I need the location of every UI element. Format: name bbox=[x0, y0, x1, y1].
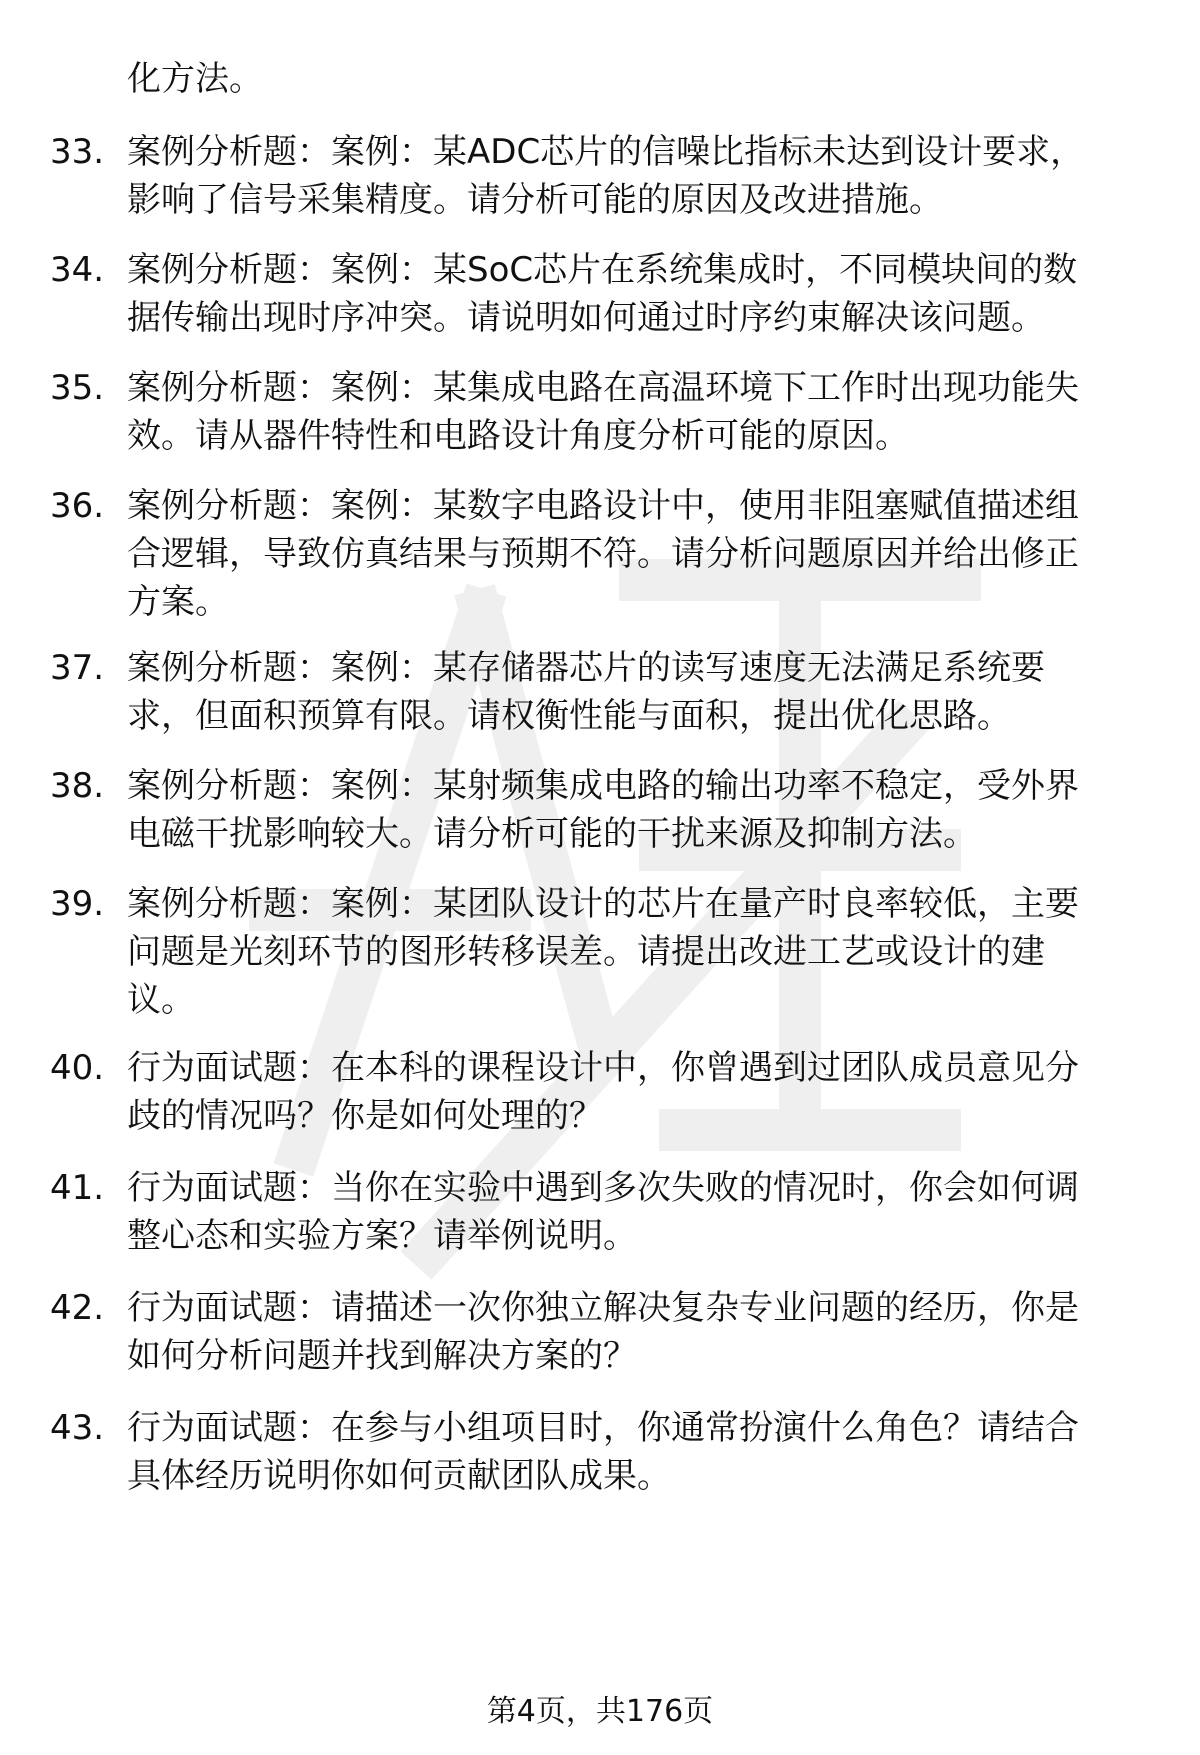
question-text: 行为面试题：请描述一次你独立解决复杂专业问题的经历，你是 如何分析问题并找到解决方案的？ bbox=[127, 1288, 1079, 1376]
list-item bbox=[50, 880, 1130, 1024]
question-number: 35. bbox=[50, 368, 105, 408]
question-text: 行为面试题：在参与小组项目时，你通常扮演什么角色？请结合 具体经历说明你如何贡献团队成果。 bbox=[127, 1408, 1079, 1496]
question-text: 案例分析题：案例：某集成电路在高温环境下工作时出现功能失 效。请从器件特性和电路设计角度分析可能的原因。 bbox=[127, 368, 1079, 456]
list-item bbox=[50, 1164, 1130, 1260]
question-text: 案例分析题：案例：某团队设计的芯片在量产时良率较低，主要 问题是光刻环节的图形转移误差。请提出改进工艺或设计的建 议。 bbox=[127, 884, 1079, 1020]
list-item bbox=[50, 364, 1130, 460]
question-number: 37. bbox=[50, 648, 105, 688]
question-number: 36. bbox=[50, 486, 105, 526]
question-text: 案例分析题：案例：某存储器芯片的读写速度无法满足系统要 求，但面积预算有限。请权衡性能与面积，提出优化思路。 bbox=[127, 648, 1045, 736]
list-item bbox=[50, 644, 1130, 740]
question-text: 案例分析题：案例：某SoC芯片在系统集成时，不同模块间的数 据传输出现时序冲突。请说明如何通过时序约束解决该问题。 bbox=[127, 250, 1078, 338]
question-number: 42. bbox=[50, 1288, 105, 1328]
list-item bbox=[50, 246, 1130, 342]
list-item bbox=[50, 1404, 1130, 1500]
list-item bbox=[50, 482, 1130, 626]
question-number: 33. bbox=[50, 132, 105, 172]
question-text: 行为面试题：当你在实验中遇到多次失败的情况时，你会如何调 整心态和实验方案？请举例说明。 bbox=[127, 1168, 1079, 1256]
list-item bbox=[50, 128, 1130, 224]
question-text: 案例分析题：案例：某射频集成电路的输出功率不稳定，受外界 电磁干扰影响较大。请分析可能的干扰来源及抑制方法。 bbox=[127, 766, 1079, 854]
list-item bbox=[50, 1284, 1130, 1380]
page-footer: 第4页，共176页 bbox=[486, 1694, 714, 1729]
question-number: 38. bbox=[50, 766, 105, 806]
continuation-line: 化方法。 bbox=[127, 59, 263, 99]
question-number: 40. bbox=[50, 1048, 105, 1088]
question-text: 案例分析题：案例：某ADC芯片的信噪比指标未达到设计要求， 影响了信号采集精度。请分析可能的原因及改进措施。 bbox=[127, 132, 1085, 220]
list-item bbox=[50, 762, 1130, 858]
question-number: 34. bbox=[50, 250, 105, 290]
question-number: 39. bbox=[50, 884, 105, 924]
question-number: 41. bbox=[50, 1168, 105, 1208]
question-text: 行为面试题：在本科的课程设计中，你曾遇到过团队成员意见分 歧的情况吗？你是如何处理的？ bbox=[127, 1048, 1079, 1136]
question-number: 43. bbox=[50, 1408, 105, 1448]
question-text: 案例分析题：案例：某数字电路设计中，使用非阻塞赋值描述组 合逻辑，导致仿真结果与预期不符。请分析问题原因并给出修正 方案。 bbox=[127, 486, 1079, 622]
list-item bbox=[50, 1044, 1130, 1140]
